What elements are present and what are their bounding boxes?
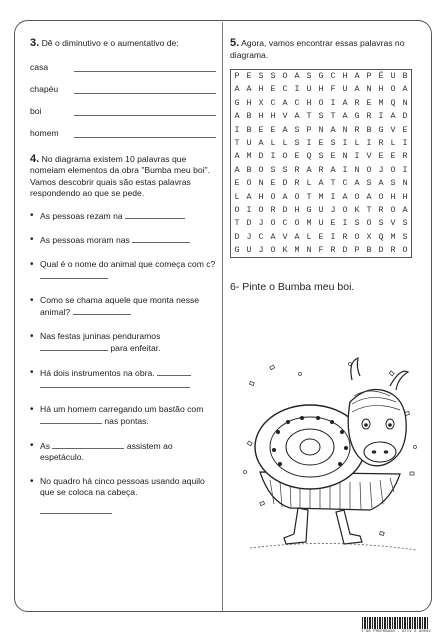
fill-blank[interactable] — [157, 367, 191, 376]
grid-cell[interactable]: M — [390, 231, 396, 242]
grid-cell[interactable]: I — [378, 111, 384, 122]
grid-cell[interactable]: N — [306, 245, 312, 256]
grid-cell[interactable]: P — [234, 71, 240, 81]
grid-cell[interactable]: O — [342, 204, 348, 215]
grid-cell[interactable]: R — [402, 151, 408, 162]
grid-row — [231, 137, 411, 150]
grid-cell[interactable]: K — [282, 245, 288, 256]
grid-cell[interactable]: R — [294, 178, 300, 189]
fill-blank[interactable] — [40, 270, 108, 279]
grid-cell[interactable]: A — [342, 191, 348, 202]
grid-cell[interactable]: R — [378, 204, 384, 215]
grid-cell[interactable]: P — [366, 71, 372, 81]
grid-cell[interactable]: I — [342, 164, 348, 175]
grid-cell[interactable]: T — [306, 111, 312, 122]
grid-cell[interactable]: C — [282, 84, 288, 95]
grid-cell[interactable]: É — [378, 71, 384, 81]
grid-cell[interactable]: S — [306, 71, 312, 81]
question-3 — [30, 38, 216, 50]
grid-cell[interactable]: P — [354, 245, 360, 256]
grid-cell[interactable]: A — [318, 178, 324, 189]
left-column — [30, 38, 216, 529]
grid-cell[interactable]: A — [234, 151, 240, 162]
item-text: Há dois instrumentos na obra. — [40, 367, 155, 378]
grid-cell[interactable]: M — [294, 245, 300, 256]
question-6-prompt: 6- Pinte o Bumba meu boi. — [230, 281, 355, 294]
grid-cell[interactable]: P — [306, 124, 312, 135]
grid-cell[interactable]: D — [282, 204, 288, 215]
grid-cell[interactable]: O — [282, 151, 288, 162]
grid-cell[interactable]: E — [270, 84, 276, 95]
grid-cell[interactable]: I — [246, 204, 252, 215]
grid-cell[interactable]: T — [306, 191, 312, 202]
grid-cell[interactable]: L — [306, 178, 312, 189]
list-item — [30, 440, 216, 464]
grid-row — [231, 244, 411, 257]
question-5-prompt: Agora, vamos encontrar essas palavras no diagrama. — [230, 38, 405, 60]
grid-cell[interactable]: S — [282, 164, 288, 175]
grid-cell[interactable]: O — [258, 164, 264, 175]
grid-cell[interactable]: H — [402, 191, 408, 202]
column-divider — [222, 22, 223, 612]
grid-cell[interactable]: D — [378, 245, 384, 256]
fill-blank[interactable] — [40, 379, 190, 388]
grid-cell[interactable]: H — [378, 84, 384, 95]
grid-cell[interactable]: O — [270, 218, 276, 229]
grid-cell[interactable]: B — [402, 71, 408, 81]
answer-row-chapeu — [30, 78, 216, 100]
grid-cell[interactable]: A — [402, 204, 408, 215]
grid-cell[interactable]: A — [342, 111, 348, 122]
grid-cell[interactable]: J — [246, 231, 252, 242]
question-3-answers — [30, 56, 216, 144]
question-3-prompt: Dê o diminutivo e o aumentativo de: — [41, 38, 179, 48]
grid-cell[interactable]: T — [366, 204, 372, 215]
grid-cell[interactable]: N — [402, 97, 408, 108]
grid-cell[interactable]: I — [354, 151, 360, 162]
grid-cell[interactable]: L — [390, 137, 396, 148]
grid-cell[interactable]: A — [402, 84, 408, 95]
answer-row-casa — [30, 56, 216, 78]
grid-cell[interactable]: A — [282, 124, 288, 135]
fill-blank[interactable] — [40, 505, 112, 514]
grid-row — [231, 177, 411, 190]
grid-cell[interactable]: V — [282, 111, 288, 122]
grid-row — [231, 150, 411, 163]
grid-cell[interactable]: R — [366, 111, 372, 122]
item-text-after: para enfeitar. — [110, 343, 161, 353]
grid-row — [231, 124, 411, 137]
grid-row — [231, 110, 411, 123]
grid-cell[interactable]: O — [270, 191, 276, 202]
grid-cell[interactable]: A — [294, 71, 300, 81]
grid-cell[interactable]: I — [330, 191, 336, 202]
grid-cell[interactable]: M — [246, 151, 252, 162]
answer-line[interactable] — [74, 71, 216, 72]
grid-cell[interactable]: R — [378, 137, 384, 148]
grid-cell[interactable]: A — [330, 164, 336, 175]
fill-blank[interactable] — [52, 440, 124, 449]
grid-row — [231, 217, 411, 230]
grid-cell[interactable]: C — [282, 218, 288, 229]
grid-cell[interactable]: R — [294, 164, 300, 175]
list-item — [30, 234, 216, 247]
grid-cell[interactable]: I — [270, 151, 276, 162]
grid-cell[interactable]: M — [318, 191, 324, 202]
grid-cell[interactable]: E — [258, 124, 264, 135]
grid-cell[interactable]: R — [342, 231, 348, 242]
grid-cell[interactable]: L — [270, 137, 276, 148]
grid-cell[interactable]: L — [306, 231, 312, 242]
grid-cell[interactable]: O — [378, 191, 384, 202]
grid-cell[interactable]: G — [234, 97, 240, 108]
grid-cell[interactable]: A — [234, 111, 240, 122]
grid-cell[interactable]: N — [258, 178, 264, 189]
grid-cell[interactable]: O — [354, 231, 360, 242]
grid-cell[interactable]: E — [234, 178, 240, 189]
grid-cell[interactable]: A — [246, 191, 252, 202]
answer-word: homem — [30, 127, 59, 138]
fill-blank[interactable] — [73, 306, 131, 315]
grid-cell[interactable]: R — [330, 245, 336, 256]
grid-cell[interactable]: G — [306, 204, 312, 215]
grid-cell[interactable]: S — [402, 231, 408, 242]
grid-cell[interactable]: A — [282, 191, 288, 202]
question-4 — [30, 154, 216, 200]
grid-row — [231, 70, 411, 83]
item-text: Como se chama aquele que monta nesse animal? — [40, 294, 200, 317]
grid-cell[interactable]: H — [306, 97, 312, 108]
item-text: As pessoas rezam na — [40, 210, 123, 221]
question-4-number: 4. — [30, 152, 40, 165]
grid-cell[interactable]: O — [282, 71, 288, 81]
list-item — [30, 404, 216, 428]
list-item — [30, 331, 216, 355]
grid-cell[interactable]: C — [342, 178, 348, 189]
grid-cell[interactable]: O — [366, 164, 372, 175]
grid-cell[interactable]: J — [258, 218, 264, 229]
grid-cell[interactable]: R — [390, 245, 396, 256]
grid-cell[interactable]: U — [342, 84, 348, 95]
grid-cell[interactable]: A — [306, 164, 312, 175]
list-item — [30, 367, 216, 392]
grid-cell[interactable]: C — [258, 231, 264, 242]
grid-cell[interactable]: V — [390, 218, 396, 229]
grid-cell[interactable]: C — [270, 97, 276, 108]
grid-cell[interactable]: G — [354, 111, 360, 122]
grid-cell[interactable]: H — [270, 111, 276, 122]
grid-cell[interactable]: J — [258, 245, 264, 256]
grid-cell[interactable]: S — [318, 111, 324, 122]
grid-cell[interactable]: H — [246, 97, 252, 108]
fill-blank[interactable] — [125, 210, 185, 219]
grid-cell[interactable]: T — [234, 137, 240, 148]
grid-cell[interactable]: B — [246, 164, 252, 175]
grid-cell[interactable]: R — [318, 164, 324, 175]
right-column — [230, 38, 426, 294]
item-text: Qual é o nome do animal que começa com c? — [40, 258, 216, 269]
grid-cell[interactable]: N — [402, 178, 408, 189]
grid-cell[interactable]: C — [330, 71, 336, 81]
grid-cell[interactable]: I — [402, 137, 408, 148]
grid-cell[interactable]: O — [318, 97, 324, 108]
grid-cell[interactable]: N — [366, 84, 372, 95]
grid-cell[interactable]: A — [234, 84, 240, 95]
list-item — [30, 259, 216, 283]
grid-cell[interactable]: Q — [306, 151, 312, 162]
grid-cell[interactable]: L — [354, 137, 360, 148]
grid-cell[interactable]: R — [354, 97, 360, 108]
grid-cell[interactable]: E — [390, 151, 396, 162]
grid-cell[interactable]: I — [294, 84, 300, 95]
grid-cell[interactable]: S — [390, 178, 396, 189]
question-5 — [230, 38, 426, 61]
barcode-text: 1 98 PROFRBA08 - ATIV 0 A0002 — [361, 630, 431, 634]
grid-cell[interactable]: L — [282, 137, 288, 148]
grid-cell[interactable]: D — [342, 245, 348, 256]
grid-cell[interactable]: T — [330, 178, 336, 189]
grid-cell[interactable]: U — [246, 245, 252, 256]
grid-cell[interactable]: A — [390, 111, 396, 122]
grid-cell[interactable]: S — [354, 218, 360, 229]
grid-cell[interactable]: F — [330, 84, 336, 95]
grid-cell[interactable]: O — [354, 191, 360, 202]
grid-cell[interactable]: S — [366, 178, 372, 189]
grid-cell[interactable]: F — [318, 245, 324, 256]
grid-cell[interactable]: O — [390, 84, 396, 95]
grid-cell[interactable]: B — [366, 124, 372, 135]
grid-cell[interactable]: O — [258, 204, 264, 215]
grid-cell[interactable]: R — [270, 204, 276, 215]
grid-cell[interactable]: U — [390, 71, 396, 81]
bumba-meu-boi-drawing[interactable] — [240, 352, 420, 557]
grid-cell[interactable]: N — [342, 151, 348, 162]
grid-cell[interactable]: I — [342, 137, 348, 148]
question-4-prompt: No diagrama existem 10 palavras que nomeiam elementos da obra "Bumba meu boi". Vamos descobrir quais são estas palavras respondendo ao que se pede. — [30, 153, 210, 198]
grid-cell[interactable]: A — [354, 178, 360, 189]
barcode — [362, 617, 428, 629]
item-text: As — [40, 440, 51, 451]
grid-cell[interactable]: H — [390, 191, 396, 202]
grid-cell[interactable]: D — [258, 151, 264, 162]
grid-cell[interactable]: T — [330, 111, 336, 122]
grid-cell[interactable]: S — [378, 218, 384, 229]
answer-line[interactable] — [74, 93, 216, 94]
grid-cell[interactable]: X — [258, 97, 264, 108]
grid-cell[interactable]: E — [330, 151, 336, 162]
grid-cell[interactable]: E — [270, 124, 276, 135]
question-5-number: 5. — [230, 37, 240, 49]
grid-cell[interactable]: A — [366, 191, 372, 202]
grid-cell[interactable]: A — [330, 124, 336, 135]
answer-row-homem — [30, 122, 216, 144]
item-text-after: nas pontas. — [104, 416, 149, 426]
grid-cell[interactable]: S — [294, 137, 300, 148]
grid-cell[interactable]: E — [270, 178, 276, 189]
grid-cell[interactable]: D — [282, 178, 288, 189]
answer-word: casa — [30, 61, 49, 72]
grid-cell[interactable]: G — [378, 124, 384, 135]
fill-blank[interactable] — [132, 234, 190, 243]
grid-cell[interactable]: S — [318, 151, 324, 162]
grid-cell[interactable]: O — [234, 204, 240, 215]
grid-cell[interactable]: T — [234, 218, 240, 229]
grid-cell[interactable]: O — [390, 204, 396, 215]
grid-cell[interactable]: B — [366, 245, 372, 256]
grid-row — [231, 164, 411, 177]
grid-cell[interactable]: I — [330, 231, 336, 242]
grid-cell[interactable]: S — [294, 124, 300, 135]
grid-cell[interactable]: B — [246, 124, 252, 135]
grid-cell[interactable]: H — [318, 84, 324, 95]
grid-cell[interactable]: E — [330, 218, 336, 229]
grid-cell[interactable]: E — [318, 231, 324, 242]
grid-cell[interactable]: Q — [378, 231, 384, 242]
grid-cell[interactable]: L — [234, 191, 240, 202]
grid-cell[interactable]: J — [330, 204, 336, 215]
grid-cell[interactable]: H — [258, 191, 264, 202]
item-text: Nas festas juninas penduramos — [40, 330, 161, 341]
grid-cell[interactable]: A — [354, 71, 360, 81]
grid-cell[interactable]: I — [402, 164, 408, 175]
grid-row — [231, 83, 411, 96]
grid-cell[interactable]: A — [294, 231, 300, 242]
grid-cell[interactable]: A — [282, 97, 288, 108]
grid-cell[interactable]: C — [294, 97, 300, 108]
answer-line[interactable] — [74, 137, 216, 138]
grid-cell[interactable]: U — [246, 137, 252, 148]
grid-cell[interactable]: D — [246, 218, 252, 229]
item-text-after: assistem ao espetáculo. — [40, 440, 173, 462]
grid-cell[interactable]: E — [246, 71, 252, 81]
list-item — [30, 210, 216, 223]
list-item — [30, 295, 216, 319]
fill-blank[interactable] — [40, 415, 102, 424]
grid-cell[interactable]: V — [390, 124, 396, 135]
grid-cell[interactable]: A — [294, 111, 300, 122]
grid-cell[interactable]: X — [366, 231, 372, 242]
grid-row — [231, 97, 411, 110]
grid-cell[interactable]: O — [390, 164, 396, 175]
grid-cell[interactable]: S — [270, 164, 276, 175]
grid-cell[interactable]: E — [366, 97, 372, 108]
answer-line[interactable] — [74, 115, 216, 116]
grid-cell[interactable]: S — [330, 137, 336, 148]
grid-cell[interactable]: A — [354, 84, 360, 95]
grid-cell[interactable]: O — [270, 245, 276, 256]
grid-cell[interactable]: A — [234, 164, 240, 175]
grid-cell[interactable]: R — [354, 124, 360, 135]
grid-cell[interactable]: V — [366, 151, 372, 162]
grid-cell[interactable]: J — [378, 164, 384, 175]
grid-cell[interactable]: E — [294, 151, 300, 162]
grid-cell[interactable]: I — [306, 137, 312, 148]
item-text: As pessoas moram nas — [40, 235, 130, 245]
grid-cell[interactable]: N — [342, 124, 348, 135]
grid-cell[interactable]: U — [318, 204, 324, 215]
grid-row — [231, 231, 411, 244]
grid-cell[interactable]: O — [402, 245, 408, 256]
grid-cell[interactable]: S — [270, 71, 276, 81]
grid-cell[interactable]: Q — [390, 97, 396, 108]
grid-cell[interactable]: A — [342, 97, 348, 108]
grid-cell[interactable]: I — [342, 218, 348, 229]
grid-cell[interactable]: N — [354, 164, 360, 175]
answer-row-boi — [30, 100, 216, 122]
grid-cell[interactable]: A — [270, 231, 276, 242]
grid-cell[interactable]: O — [366, 218, 372, 229]
grid-cell[interactable]: A — [258, 137, 264, 148]
answer-word: boi — [30, 105, 42, 116]
grid-cell[interactable]: O — [294, 218, 300, 229]
item-text: Há um homem carregando um bastão com — [40, 403, 204, 414]
grid-cell[interactable]: O — [246, 178, 252, 189]
grid-cell[interactable]: B — [246, 111, 252, 122]
grid-cell[interactable]: D — [402, 111, 408, 122]
grid-cell[interactable]: E — [378, 151, 384, 162]
grid-cell[interactable]: E — [318, 137, 324, 148]
item-text: No quadro há cinco pessoas usando aquilo que se coloca na cabeça. — [40, 475, 205, 497]
question-3-number: 3. — [30, 37, 40, 49]
list-item — [30, 476, 216, 518]
grid-cell[interactable]: M — [306, 218, 312, 229]
grid-cell[interactable]: I — [234, 124, 240, 135]
grid-cell[interactable]: E — [402, 124, 408, 135]
grid-cell[interactable]: A — [246, 84, 252, 95]
answer-word: chapéu — [30, 83, 59, 94]
grid-cell[interactable]: M — [378, 97, 384, 108]
grid-row — [231, 204, 411, 217]
grid-cell[interactable]: H — [258, 111, 264, 122]
grid-cell[interactable]: S — [402, 218, 408, 229]
grid-cell[interactable]: G — [234, 245, 240, 256]
grid-cell[interactable]: H — [258, 84, 264, 95]
grid-cell[interactable]: N — [318, 124, 324, 135]
word-search-grid[interactable] — [230, 69, 412, 258]
grid-cell[interactable]: I — [330, 97, 336, 108]
grid-row — [231, 191, 411, 204]
grid-cell[interactable]: U — [306, 84, 312, 95]
grid-cell[interactable]: V — [282, 231, 288, 242]
grid-cell[interactable]: G — [318, 71, 324, 81]
question-4-items — [30, 210, 216, 518]
grid-cell[interactable]: D — [234, 231, 240, 242]
fill-blank[interactable] — [40, 342, 108, 351]
grid-cell[interactable]: S — [258, 71, 264, 81]
grid-cell[interactable]: A — [378, 178, 384, 189]
grid-cell[interactable]: H — [342, 71, 348, 81]
grid-cell[interactable]: I — [366, 137, 372, 148]
grid-cell[interactable]: K — [354, 204, 360, 215]
grid-cell[interactable]: H — [294, 204, 300, 215]
grid-cell[interactable]: O — [294, 191, 300, 202]
grid-cell[interactable]: U — [318, 218, 324, 229]
